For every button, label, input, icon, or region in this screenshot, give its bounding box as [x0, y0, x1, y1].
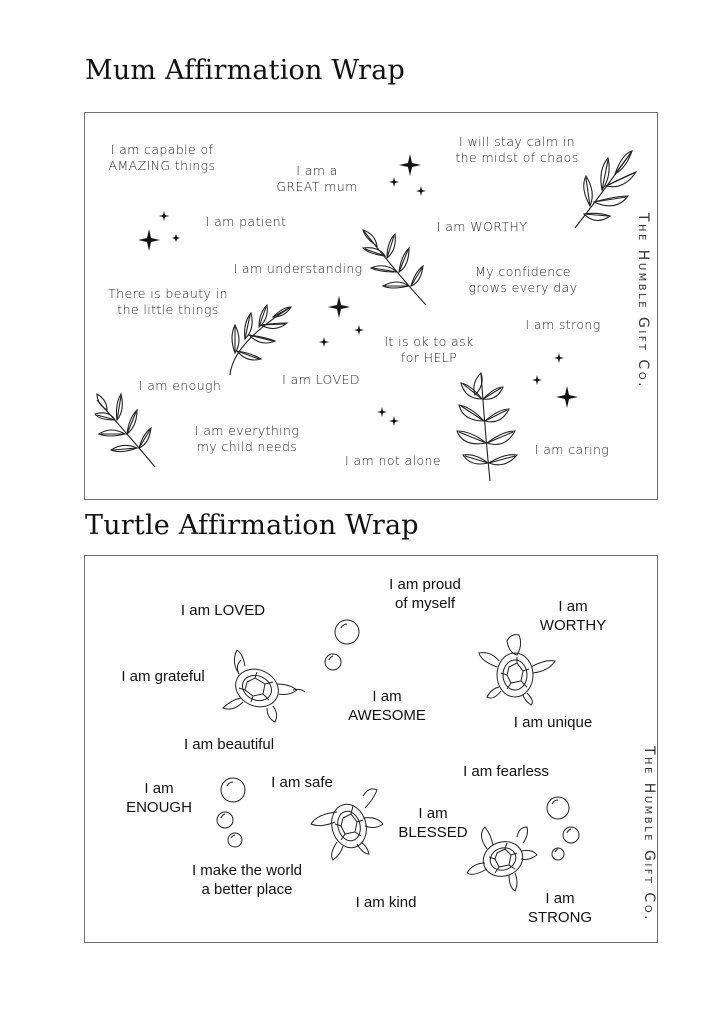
affirmation: I am ENOUGH [126, 780, 192, 816]
brand-name: The Humble Gift Co. [641, 745, 657, 923]
affirmation: I am understanding [233, 261, 363, 276]
affirmation: I am LOVED [282, 372, 360, 387]
affirmation: I am everything my child needs [194, 423, 300, 454]
bubbles-icon [85, 556, 659, 944]
affirmation: I am enough [138, 378, 222, 393]
affirmation: I am safe [271, 774, 333, 791]
affirmation: I am STRONG [527, 890, 593, 926]
affirmation: I am LOVED [180, 602, 266, 619]
affirmation: I am WORTHY [539, 598, 607, 634]
affirmation: I am kind [355, 894, 417, 911]
mum-wrap-title: Mum Affirmation Wrap [85, 55, 406, 86]
affirmation: I am AWESOME [348, 688, 426, 724]
affirmation: I am beautiful [183, 736, 275, 753]
affirmation: I am WORTHY [436, 219, 528, 234]
affirmation: I am unique [513, 714, 593, 731]
affirmation: I am a GREAT mum [276, 163, 358, 194]
affirmation: It is ok to ask for HELP [384, 334, 474, 365]
affirmation: I am BLESSED [398, 805, 468, 841]
turtle-wrap-panel [84, 555, 658, 943]
affirmation: I make the world a better place [191, 862, 303, 898]
sparkle-icon [85, 113, 659, 501]
mum-wrap-panel [84, 112, 658, 500]
affirmation: I will stay calm in the midst of chaos [455, 134, 579, 165]
affirmation: I am not alone [345, 453, 441, 468]
affirmation: I am fearless [463, 763, 549, 780]
brand-name: The Humble Gift Co. [635, 212, 651, 390]
affirmation: There is beauty in the little things [108, 286, 228, 317]
affirmation: I am capable of AMAZING things [108, 142, 216, 173]
affirmation: I am patient [205, 214, 287, 229]
affirmation: My confidence grows every day [468, 264, 578, 295]
affirmation: I am caring [534, 442, 610, 457]
turtle-wrap-title: Turtle Affirmation Wrap [85, 510, 419, 541]
affirmation: I am strong [525, 317, 601, 332]
affirmation: I am proud of myself [389, 576, 461, 612]
affirmation: I am grateful [121, 668, 205, 685]
